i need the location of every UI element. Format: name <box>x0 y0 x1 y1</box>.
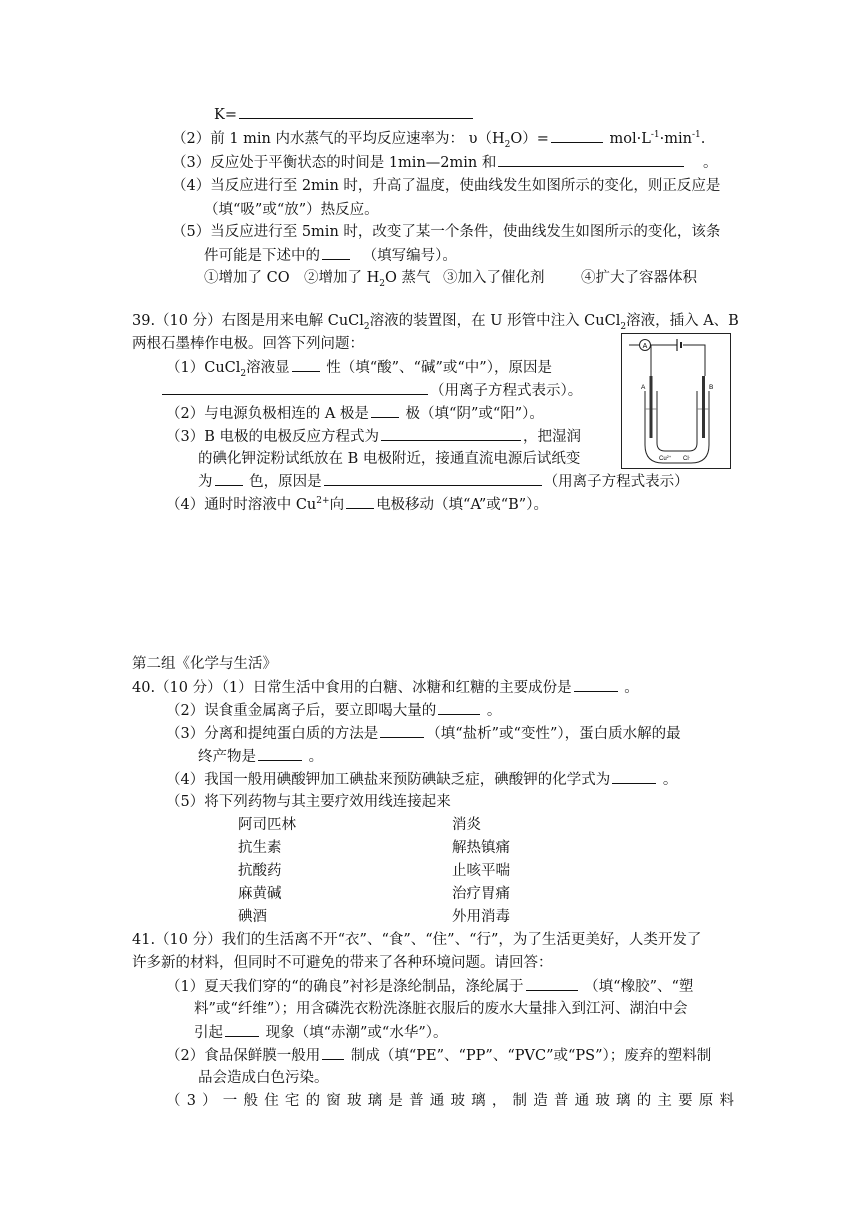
option-text: ②增加了 H <box>304 270 380 286</box>
subscript: 2 <box>379 278 385 289</box>
answer-blank[interactable] <box>322 1045 344 1060</box>
question-text: 引起 <box>194 1025 223 1041</box>
question-text: （3）B 电极的电极反应方程式为 <box>166 429 379 445</box>
drug-item: 阿司匹林 <box>238 817 296 833</box>
question-41-part-1 <box>166 976 693 997</box>
question-39-part-2 <box>166 403 544 424</box>
question-text: （4）通时时溶液中 Cu <box>166 497 317 513</box>
answer-blank[interactable] <box>225 1022 259 1037</box>
question-text: （2）前 1 min 内水蒸气的平均反应速率为： <box>172 131 465 147</box>
question-39-intro <box>132 311 739 331</box>
question-text-end: 。 <box>662 772 678 788</box>
unit-text: mol·L <box>609 131 651 147</box>
question-40-part-2 <box>166 700 501 721</box>
option-1: ①增加了 CO <box>204 270 290 286</box>
question-text: 39.（10 分）右图是用来电解 CuCl <box>132 313 364 329</box>
question-text: （4）我国一般用碘酸钾加工碘盐来预防碘缺乏症，碘酸钾的化学式为 <box>166 772 611 788</box>
drug-item: 抗酸药 <box>238 863 282 879</box>
question-text-end: 。 <box>624 680 639 696</box>
question-41-part-3: （3）一般住宅的窗玻璃是普通玻璃，制造普通玻璃的主要原料 <box>166 1093 734 1109</box>
question-41-part-2-b: 品会造成白色污染。 <box>198 1070 329 1086</box>
subscript: 2 <box>504 139 511 150</box>
question-text: （填“吸”或“放”）热反应。 <box>204 202 379 218</box>
effect-item: 止咳平喘 <box>452 863 510 879</box>
effect-item: 解热镇痛 <box>452 840 510 856</box>
unit-text: ·min <box>659 131 692 147</box>
electrode-a <box>650 376 653 438</box>
question-39-intro-2: 两根石墨棒作电极。回答下列问题： <box>132 336 364 352</box>
effect-item: 治疗胃痛 <box>452 886 510 902</box>
question-text-end: 。 <box>486 703 502 719</box>
ammeter-label: A <box>642 343 648 350</box>
question-41-part-1-b: 料”或“纤维”）；用含磷洗衣粉洗涤脏衣服后的废水大量排入到江河、湖泊中会 <box>194 1001 688 1017</box>
subscript: 2 <box>620 321 627 332</box>
question-text: 性（填“酸”、“碱”或“中”），原因是 <box>326 360 552 376</box>
drug-item: 碘酒 <box>238 909 267 925</box>
answer-blank[interactable] <box>526 976 578 991</box>
question-40-part-5: （5）将下列药物与其主要疗效用线连接起来 <box>166 794 451 810</box>
question-41-intro: 41.（10 分）我们的生活离不开“衣”、“食”、“住”、“行”，为了生活更美好，人类开发了 <box>132 932 702 948</box>
option-3: ③加入了催化剂 <box>443 270 545 286</box>
question-text: 极（填“阴”或“阳”）。 <box>405 406 544 422</box>
wire-right <box>691 345 705 376</box>
answer-blank[interactable] <box>292 357 320 372</box>
question-41-part-1-c <box>194 1022 448 1043</box>
answer-blank[interactable] <box>574 677 618 692</box>
effect-item: 外用消毒 <box>452 909 510 925</box>
question-39-part-3 <box>166 426 581 447</box>
subscript: 2 <box>240 368 247 379</box>
question-text: （3）反应处于平衡状态的时间是 1min—2min 和 <box>172 155 497 171</box>
rate-symbol: υ（H <box>468 131 505 147</box>
answer-blank[interactable] <box>612 769 656 784</box>
answer-blank[interactable] <box>371 403 399 418</box>
question-text: （2）与电源负极相连的 A 极是 <box>166 406 369 422</box>
question-text: 现象（填“赤潮”或“水华”）。 <box>265 1025 448 1041</box>
answer-blank[interactable] <box>346 494 374 509</box>
question-text: 色，原因是 <box>249 474 322 490</box>
effect-item: 消炎 <box>452 817 481 833</box>
electrode-a-label: A <box>641 384 646 391</box>
question-text: 为 <box>198 474 213 490</box>
question-text: （用离子方程式表示）。 <box>430 383 583 399</box>
k-label: K= <box>214 107 237 123</box>
option-text: O 蒸气 <box>385 270 431 286</box>
question-40-part-4 <box>166 769 677 790</box>
question-39-part-1 <box>166 357 552 378</box>
answer-blank[interactable] <box>162 380 428 395</box>
answer-blank[interactable] <box>381 426 521 441</box>
question-text: （填“橡胶”、“塑 <box>584 979 694 995</box>
superscript: -1 <box>650 130 660 141</box>
question-4-line-2 <box>204 199 379 220</box>
question-41-part-2 <box>166 1045 711 1066</box>
question-text: 40.（10 分）（1）日常生活中食用的白糖、冰糖和红糖的主要成份是 <box>132 680 572 696</box>
question-5-line-2 <box>204 245 457 266</box>
question-40-part-3 <box>166 723 681 744</box>
question-text: （填“盐析”或“变性”），蛋白质水解的最 <box>426 726 681 742</box>
question-text-end: 。 <box>702 155 718 171</box>
question-text: 件可能是下述中的 <box>204 248 320 264</box>
question-text: 终产物是 <box>198 749 256 765</box>
question-39-part-4 <box>166 494 548 515</box>
electrolysis-diagram <box>621 333 731 469</box>
u-tube-outer <box>645 391 709 463</box>
question-39-part-1-b <box>162 380 582 401</box>
question-text: （2）食品保鲜膜一般用 <box>166 1048 321 1064</box>
drug-item: 抗生素 <box>238 840 282 856</box>
question-41-intro-2: 许多新的材料，但同时不可避免的带来了各种环境问题。请回答： <box>132 955 553 971</box>
question-text: 溶液的装置图，在 U 形管中注入 CuCl <box>369 313 621 329</box>
wire-left <box>651 345 669 376</box>
question-text: 电极移动（填“A”或“B”）。 <box>376 497 548 513</box>
question-text: （3）分离和提纯蛋白质的方法是 <box>166 726 379 742</box>
question-text: 溶液显 <box>246 360 290 376</box>
question-text: 向 <box>329 497 345 513</box>
electrolysis-diagram-svg <box>621 333 731 469</box>
answer-blank[interactable] <box>258 746 302 761</box>
question-40-part-1 <box>132 677 639 698</box>
question-3-equilibrium <box>172 152 717 173</box>
superscript: 2+ <box>316 496 330 507</box>
u-tube-inner <box>657 391 697 451</box>
question-39-part-3-c <box>198 471 689 492</box>
question-39-part-3-b: 的碘化钾淀粉试纸放在 B 电极附近，接通直流电源后试纸变 <box>198 451 581 467</box>
answer-blank[interactable] <box>551 128 603 143</box>
question-4-line-1: （4）当反应进行至 2min 时，升高了温度，使曲线发生如图所示的变化，则正反应是 <box>172 178 721 194</box>
question-text: （1）夏天我们穿的“的确良”衬衫是涤纶制品，涤纶属于 <box>166 979 524 995</box>
rate-symbol-end: O）= <box>510 131 549 147</box>
question-text: （2）误食重金属离子后，要立即喝大量的 <box>166 703 437 719</box>
answer-blank[interactable] <box>324 471 542 486</box>
figure-border <box>622 334 731 469</box>
question-text-end: 。 <box>308 749 324 765</box>
answer-blank[interactable] <box>438 700 480 715</box>
question-text: 制成（填“PE”、“PP”、“PVC”或“PS”）；废弃的塑料制 <box>350 1048 712 1064</box>
question-text: ，把湿润 <box>523 429 581 445</box>
question-text: （1）CuCl <box>166 360 241 376</box>
question-40-part-3-b <box>198 746 323 767</box>
electrode-b <box>702 376 705 438</box>
answer-blank[interactable] <box>498 152 684 167</box>
question-text: （用离子方程式表示） <box>543 474 689 490</box>
question-text: （填写编号）。 <box>362 248 457 264</box>
electrode-b-label: B <box>709 384 714 391</box>
option-2 <box>304 268 431 288</box>
answer-blank[interactable] <box>215 471 243 486</box>
question-text: 溶液，插入 A、B <box>626 313 739 329</box>
question-5-line-1: （5）当反应进行至 5min 时，改变了某一个条件，使曲线发生如图所示的变化，该条 <box>172 224 721 240</box>
answer-blank[interactable] <box>380 723 424 738</box>
unit-text: . <box>700 131 706 147</box>
answer-blank[interactable] <box>239 104 473 119</box>
drug-item: 麻黄碱 <box>238 886 282 902</box>
section-heading: 第二组《化学与生活》 <box>132 656 277 672</box>
k-expression-line <box>214 104 475 125</box>
superscript: -1 <box>691 130 701 141</box>
ion-cl-label: Cl- <box>683 454 691 462</box>
answer-blank[interactable] <box>322 245 350 260</box>
ion-cu-label: $Cu^{2+}$ <box>659 454 672 462</box>
question-2-rate <box>172 128 705 149</box>
subscript: 2 <box>363 321 370 332</box>
option-4: ④扩大了容器体积 <box>581 270 697 286</box>
